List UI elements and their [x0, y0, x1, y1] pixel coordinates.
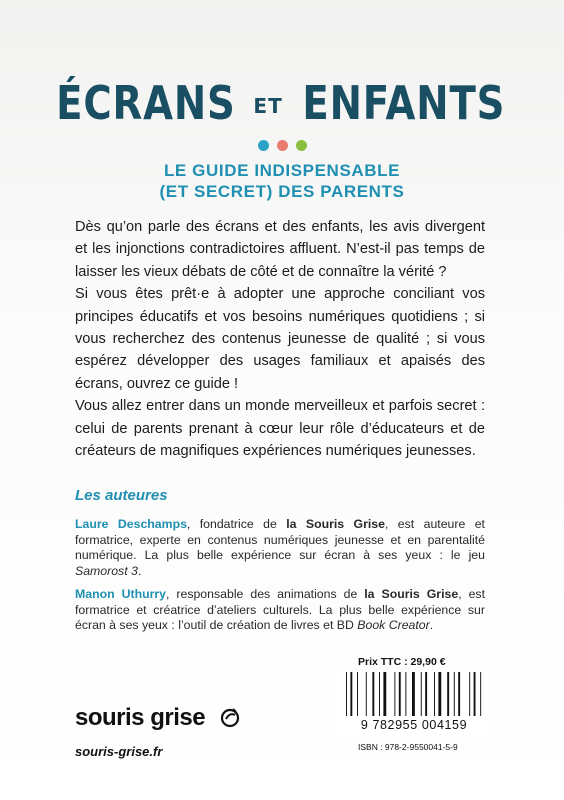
- title-part2: ENFANTS: [302, 76, 506, 130]
- barcode-bar: [474, 672, 476, 716]
- org-name: la Souris Grise: [364, 587, 459, 601]
- barcode-bar: [394, 672, 395, 716]
- dot-red: [277, 140, 288, 151]
- intro-paragraph-1: Dès qu’on parle des écrans et des enfants, les avis divergent et les injonctions contradictoires affluent. N’est-il pas temps de laisser les vieux débats de côté et de connaître la vérité ?: [75, 219, 485, 280]
- dot-blue: [258, 140, 269, 151]
- subtitle-line2: (ET SECRET) DES PARENTS: [159, 182, 405, 201]
- author-bio-text: , est formatrice et créatrice d’ateliers culturels. La plus belle expérience sur écran à ses yeux : l’outil de création de livres et BD: [75, 587, 485, 633]
- barcode-bar: [357, 672, 358, 716]
- intro-text: [75, 216, 485, 462]
- work-title: Samorost 3: [75, 563, 138, 578]
- barcode-bar: [425, 672, 427, 716]
- barcode-bar: [383, 672, 386, 716]
- barcode-bar: [480, 672, 481, 716]
- author-bio-text: .: [429, 618, 434, 633]
- author-bio-text: , responsable des animations de: [166, 587, 365, 601]
- title-connector: ET: [253, 94, 283, 118]
- barcode-bar: [438, 672, 441, 716]
- barcode-bar: [346, 672, 347, 716]
- work-title: Book Creator: [357, 618, 430, 633]
- barcode-number: 9 782955 004159: [338, 718, 490, 732]
- author-name: Manon Uthurry: [75, 587, 166, 601]
- author-bio-1: [75, 517, 485, 579]
- decorative-dots: [0, 140, 564, 151]
- subtitle-line1: LE GUIDE INDISPENSABLE: [163, 161, 401, 180]
- intro-paragraph-3: Vous allez entrer dans un monde merveilleux et parfois secret : celui de parents prenant à cœur leur rôle d’éducateurs et de créateurs de magnifiques expériences numériques jeunesses.: [75, 398, 485, 460]
- author-bio-text: , est auteure et formatrice, experte en contenus numériques jeunesse et en parentalité numérique. La plus belle expérience sur écran à ses yeux : le jeu: [75, 517, 485, 563]
- author-bio-text: , fondatrice de: [186, 517, 287, 531]
- barcode-bar: [379, 672, 380, 716]
- barcode-bar: [366, 672, 367, 716]
- intro-paragraph-2: Si vous êtes prêt·e à adopter une approche conciliant vos principes éducatifs et vos besoins numériques quotidiens ; si vous recherchez des contenus jeunesse de qualité ; si vous espérez développer des usages familiaux et apaisés des écrans, ouvrez ce guide !: [75, 286, 485, 392]
- publisher-logo: souris grise: [75, 704, 206, 731]
- title-part1: ÉCRANS: [56, 76, 236, 130]
- barcode-bar: [458, 672, 460, 716]
- price-label: Prix TTC : 29,90 €: [358, 656, 446, 668]
- publisher-url: souris-grise.fr: [75, 744, 163, 759]
- dot-green: [296, 140, 307, 151]
- org-name: la Souris Grise: [286, 517, 385, 531]
- barcode-bar: [421, 672, 422, 716]
- authors-heading: Les auteures: [75, 487, 168, 504]
- barcode-bar: [405, 672, 406, 716]
- mouse-logo-icon: [220, 706, 240, 728]
- subtitle: [0, 160, 564, 202]
- barcode-bar: [469, 672, 470, 716]
- isbn: ISBN : 978-2-9550041-5-9: [358, 742, 458, 752]
- author-name: Laure Deschamps: [75, 517, 187, 531]
- author-bio-2: [75, 587, 485, 634]
- barcode-bar: [434, 672, 435, 716]
- barcode-bar: [399, 672, 401, 716]
- barcode-bar: [412, 672, 415, 716]
- barcode-bar: [350, 672, 352, 716]
- barcode-bar: [372, 672, 374, 716]
- barcode-bars: [338, 670, 490, 718]
- barcode-bar: [454, 672, 455, 716]
- barcode-bar: [447, 672, 449, 716]
- author-bio-text: .: [137, 563, 142, 578]
- book-title: [0, 78, 564, 128]
